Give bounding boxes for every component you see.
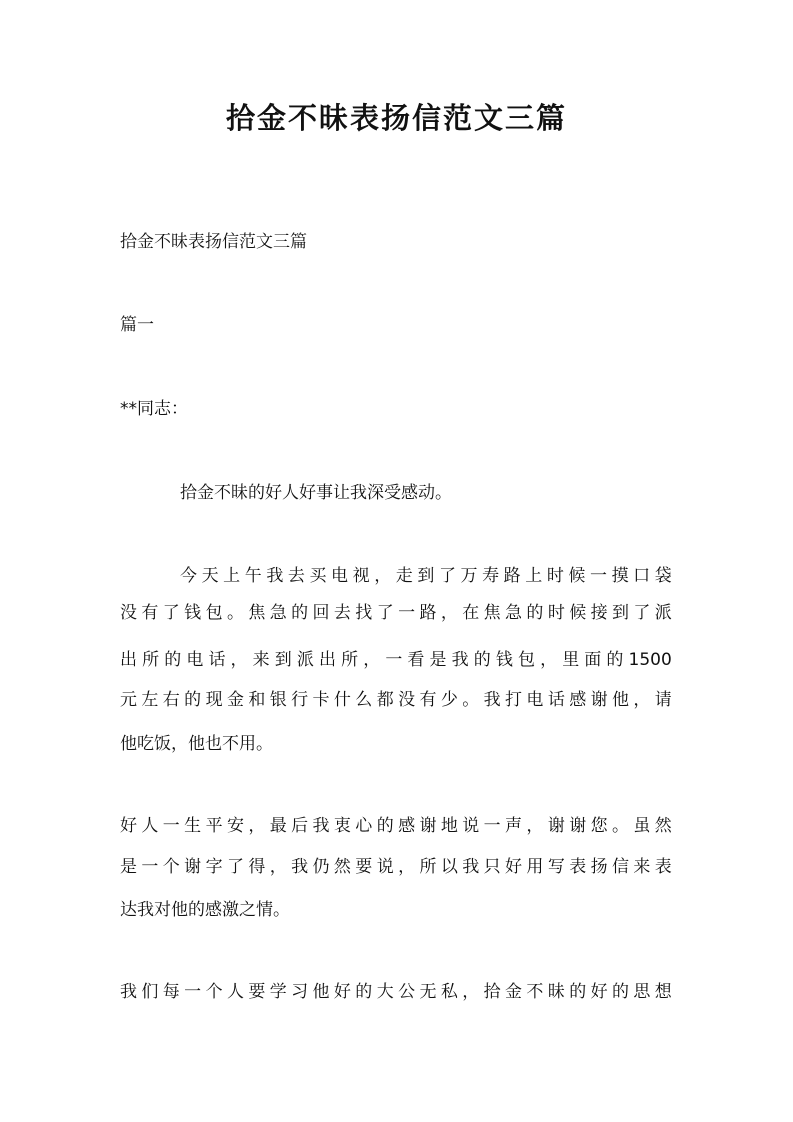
document-subtitle: 拾金不昧表扬信范文三篇 [120,232,307,252]
paragraph-1-line-1: 拾金不昧的好人好事让我深受感动。 [180,483,452,503]
document-title: 拾金不昧表扬信范文三篇 [225,101,567,135]
section-heading: 篇一 [120,315,154,335]
paragraph-2-line-4: 元 左 右 的 现 金 和 银 行 卡 什 么 都 没 有 少 。 我 打 电 话 感 谢 他 ， 请 [120,690,672,710]
salutation: **同志： [120,399,188,419]
paragraph-3-line-1: 好 人 一 生 平 安 ， 最 后 我 衷 心 的 感 谢 地 说 一 声 ， 谢 谢 您 。 虽 然 [120,816,672,836]
paragraph-2-line-3: 出 所 的 电 话 ， 来 到 派 出 所 ， 一 看 是 我 的 钱 包 ， 里 面 的 1500 [120,650,672,670]
paragraph-2-line-2: 没 有 了 钱 包 。 焦 急 的 回 去 找 了 一 路 ， 在 焦 急 的 时 候 接 到 了 派 [120,603,672,623]
paragraph-2-line-1: 今 天 上 午 我 去 买 电 视 ， 走 到 了 万 寿 路 上 时 候 一 摸 口 袋 [180,566,672,586]
paragraph-4-line-1: 我 们 每 一 个 人 要 学 习 他 好 的 大 公 无 私 ， 拾 金 不 昧 的 好 的 思 想 [120,982,672,1002]
paragraph-3-line-2: 是 一 个 谢 字 了 得 ， 我 仍 然 要 说 ， 所 以 我 只 好 用 写 表 扬 信 来 表 [120,857,672,877]
paragraph-3-line-3: 达我对他的感激之情。 [120,900,290,920]
paragraph-2-line-5: 他吃饭，他也不用。 [120,734,273,754]
